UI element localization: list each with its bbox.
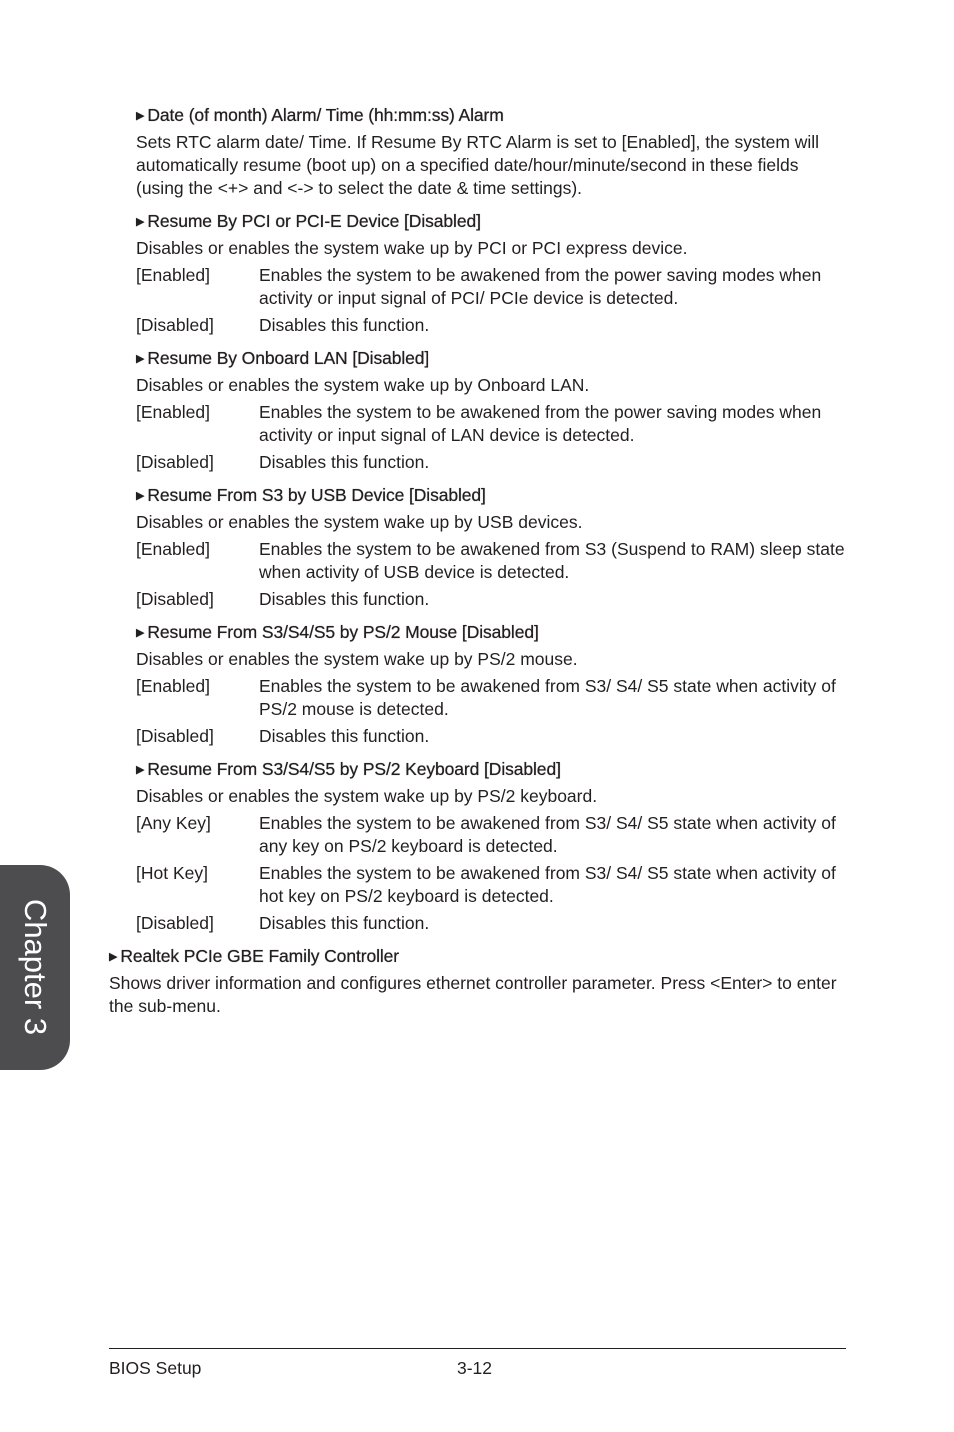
heading-text: Resume From S3/S4/S5 by PS/2 Keyboard [Disabled] xyxy=(147,759,561,779)
heading-text: Resume From S3/S4/S5 by PS/2 Mouse [Disabled] xyxy=(147,622,539,642)
option-row xyxy=(136,725,846,748)
option-key: [Disabled] xyxy=(136,913,214,933)
option-key: [Disabled] xyxy=(136,726,214,746)
section-realtek-controller xyxy=(109,945,846,1018)
option-key: [Disabled] xyxy=(136,452,214,472)
option-key: [Any Key] xyxy=(136,813,211,833)
section-resume-lan xyxy=(136,347,846,474)
footer-divider xyxy=(109,1348,846,1349)
section-description: Disables or enables the system wake up by USB devices. xyxy=(136,512,583,532)
section-resume-ps2-keyboard xyxy=(136,758,846,935)
section-rtc-alarm xyxy=(136,104,846,200)
option-row xyxy=(136,675,846,721)
heading-text: Resume By Onboard LAN [Disabled] xyxy=(147,348,430,368)
heading-text: Resume From S3 by USB Device [Disabled] xyxy=(147,485,486,505)
section-heading xyxy=(109,945,846,968)
option-row xyxy=(136,538,846,584)
option-row xyxy=(136,862,846,908)
option-row xyxy=(136,812,846,858)
option-value: Enables the system to be awakened from S3 (Suspend to RAM) sleep state when activity of USB device is detected. xyxy=(259,539,845,582)
triangle-bullet-icon: ▶ xyxy=(136,110,145,122)
option-value: Disables this function. xyxy=(259,726,430,746)
section-description: Disables or enables the system wake up by PCI or PCI express device. xyxy=(136,238,688,258)
section-heading xyxy=(136,484,846,507)
section-resume-pci xyxy=(136,210,846,337)
option-value: Enables the system to be awakened from S3/ S4/ S5 state when activity of PS/2 mouse is detected. xyxy=(259,676,836,719)
option-value: Enables the system to be awakened from the power saving modes when activity or input signal of LAN device is detected. xyxy=(259,402,822,445)
footer-page-number: 3-12 xyxy=(457,1358,493,1378)
option-value: Disables this function. xyxy=(259,315,430,335)
section-heading xyxy=(136,347,846,370)
option-row xyxy=(136,451,846,474)
option-value: Disables this function. xyxy=(259,589,430,609)
footer-section-title: BIOS Setup xyxy=(109,1358,202,1378)
option-key: [Enabled] xyxy=(136,402,210,422)
heading-text: Realtek PCIe GBE Family Controller xyxy=(120,946,400,966)
section-heading xyxy=(136,210,846,233)
triangle-bullet-icon: ▶ xyxy=(136,490,145,502)
section-heading xyxy=(136,621,846,644)
section-resume-ps2-mouse xyxy=(136,621,846,748)
option-key: [Hot Key] xyxy=(136,863,208,883)
option-key: [Disabled] xyxy=(136,315,214,335)
triangle-bullet-icon: ▶ xyxy=(109,951,118,963)
triangle-bullet-icon: ▶ xyxy=(136,764,145,776)
option-value: Disables this function. xyxy=(259,452,430,472)
option-row xyxy=(136,314,846,337)
option-row xyxy=(136,401,846,447)
option-row xyxy=(136,588,846,611)
triangle-bullet-icon: ▶ xyxy=(136,216,145,228)
option-value: Enables the system to be awakened from S3/ S4/ S5 state when activity of any key on PS/2 keyboard is detected. xyxy=(259,813,836,856)
option-row xyxy=(136,912,846,935)
option-key: [Enabled] xyxy=(136,539,210,559)
section-description: Sets RTC alarm date/ Time. If Resume By RTC Alarm is set to [Enabled], the system will automatically resume (boot up) on a specified date/hour/minute/second in these fields (using the <+> and <-> to select the date & time settings). xyxy=(136,132,820,198)
section-description: Disables or enables the system wake up by Onboard LAN. xyxy=(136,375,590,395)
option-key: [Disabled] xyxy=(136,589,214,609)
heading-text: Resume By PCI or PCI-E Device [Disabled] xyxy=(147,211,481,231)
chapter-tab-label: Chapter 3 xyxy=(18,898,53,1036)
option-value: Enables the system to be awakened from the power saving modes when activity or input signal of PCI/ PCIe device is detected. xyxy=(259,265,822,308)
section-description: Disables or enables the system wake up by PS/2 mouse. xyxy=(136,649,578,669)
option-row xyxy=(136,264,846,310)
option-value: Enables the system to be awakened from S3/ S4/ S5 state when activity of hot key on PS/2 keyboard is detected. xyxy=(259,863,836,906)
option-key: [Enabled] xyxy=(136,265,210,285)
option-key: [Enabled] xyxy=(136,676,210,696)
section-description: Disables or enables the system wake up by PS/2 keyboard. xyxy=(136,786,598,806)
section-description: Shows driver information and configures ethernet controller parameter. Press <Enter> to enter the sub-menu. xyxy=(109,973,837,1016)
triangle-bullet-icon: ▶ xyxy=(136,627,145,639)
section-heading xyxy=(136,104,846,127)
section-heading xyxy=(136,758,846,781)
heading-text: Date (of month) Alarm/ Time (hh:mm:ss) Alarm xyxy=(147,105,504,125)
triangle-bullet-icon: ▶ xyxy=(136,353,145,365)
document-body xyxy=(109,104,846,1028)
section-resume-usb xyxy=(136,484,846,611)
option-value: Disables this function. xyxy=(259,913,430,933)
chapter-tab xyxy=(0,865,70,1070)
